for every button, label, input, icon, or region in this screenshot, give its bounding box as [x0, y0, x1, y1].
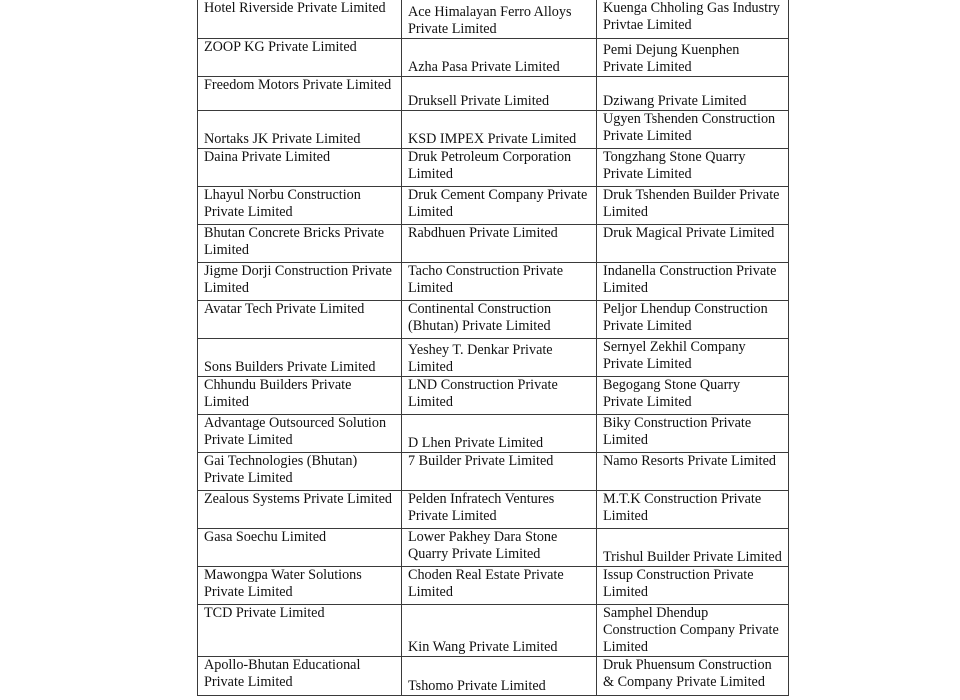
table-cell: 7 Builder Private Limited	[402, 453, 597, 491]
table-cell: Bhutan Concrete Bricks Private Limited	[198, 225, 402, 263]
table-cell: Chhundu Builders Private Limited	[198, 377, 402, 415]
table-cell: Biky Construction Private Limited	[597, 415, 789, 453]
company-list-table	[197, 0, 789, 696]
table-cell: Begogang Stone Quarry Private Limited	[597, 377, 789, 415]
table-cell: Kuenga Chholing Gas Industry Privtae Limited	[597, 0, 789, 39]
table-row	[198, 491, 789, 529]
table-cell: Tshomo Private Limited	[402, 657, 597, 696]
table-cell: Daina Private Limited	[198, 149, 402, 187]
table-row	[198, 339, 789, 377]
table-cell: KSD IMPEX Private Limited	[402, 111, 597, 149]
table-cell: Gasa Soechu Limited	[198, 529, 402, 567]
table-cell: Druk Magical Private Limited	[597, 225, 789, 263]
table-cell: Trishul Builder Private Limited	[597, 529, 789, 567]
table-cell: Samphel Dhendup Construction Company Private Limited	[597, 605, 789, 657]
table-cell: Dziwang Private Limited	[597, 77, 789, 111]
table-cell: Continental Construction (Bhutan) Private Limited	[402, 301, 597, 339]
company-table-body	[198, 0, 789, 696]
table-cell: Nortaks JK Private Limited	[198, 111, 402, 149]
table-cell: Tacho Construction Private Limited	[402, 263, 597, 301]
table-cell: Yeshey T. Denkar Private Limited	[402, 339, 597, 377]
table-row	[198, 39, 789, 77]
table-cell: Avatar Tech Private Limited	[198, 301, 402, 339]
table-cell: Indanella Construction Private Limited	[597, 263, 789, 301]
table-row	[198, 567, 789, 605]
table-cell: Sons Builders Private Limited	[198, 339, 402, 377]
table-cell: Namo Resorts Private Limited	[597, 453, 789, 491]
table-cell: Pemi Dejung Kuenphen Private Limited	[597, 39, 789, 77]
table-cell: D Lhen Private Limited	[402, 415, 597, 453]
table-cell: Druk Phuensum Construction & Company Private Limited	[597, 657, 789, 696]
table-cell: Pelden Infratech Ventures Private Limited	[402, 491, 597, 529]
table-cell: Gai Technologies (Bhutan) Private Limited	[198, 453, 402, 491]
table-cell: Advantage Outsourced Solution Private Limited	[198, 415, 402, 453]
table-row	[198, 301, 789, 339]
table-cell: Druksell Private Limited	[402, 77, 597, 111]
table-row	[198, 225, 789, 263]
table-cell: Azha Pasa Private Limited	[402, 39, 597, 77]
table-row	[198, 377, 789, 415]
table-cell: Druk Petroleum Corporation Limited	[402, 149, 597, 187]
table-cell: Ace Himalayan Ferro Alloys Private Limited	[402, 0, 597, 39]
table-cell: TCD Private Limited	[198, 605, 402, 657]
table-row	[198, 657, 789, 696]
table-cell: Lower Pakhey Dara Stone Quarry Private Limited	[402, 529, 597, 567]
table-cell: Tongzhang Stone Quarry Private Limited	[597, 149, 789, 187]
table-row	[198, 111, 789, 149]
table-cell: Mawongpa Water Solutions Private Limited	[198, 567, 402, 605]
table-cell: LND Construction Private Limited	[402, 377, 597, 415]
table-cell: Ugyen Tshenden Construction Private Limited	[597, 111, 789, 149]
table-row	[198, 0, 789, 39]
table-cell: Kin Wang Private Limited	[402, 605, 597, 657]
table-row	[198, 605, 789, 657]
table-cell: Rabdhuen Private Limited	[402, 225, 597, 263]
table-cell: Druk Tshenden Builder Private Limited	[597, 187, 789, 225]
table-cell: Freedom Motors Private Limited	[198, 77, 402, 111]
table-row	[198, 187, 789, 225]
table-row	[198, 529, 789, 567]
table-cell: Lhayul Norbu Construction Private Limited	[198, 187, 402, 225]
table-cell: Druk Cement Company Private Limited	[402, 187, 597, 225]
table-cell: Jigme Dorji Construction Private Limited	[198, 263, 402, 301]
table-cell: Apollo-Bhutan Educational Private Limited	[198, 657, 402, 696]
table-cell: Choden Real Estate Private Limited	[402, 567, 597, 605]
table-cell: Zealous Systems Private Limited	[198, 491, 402, 529]
table-cell: Hotel Riverside Private Limited	[198, 0, 402, 39]
table-cell: Issup Construction Private Limited	[597, 567, 789, 605]
table-cell: Sernyel Zekhil Company Private Limited	[597, 339, 789, 377]
table-row	[198, 453, 789, 491]
table-cell: M.T.K Construction Private Limited	[597, 491, 789, 529]
table-row	[198, 149, 789, 187]
table-cell: ZOOP KG Private Limited	[198, 39, 402, 77]
table-row	[198, 415, 789, 453]
table-row	[198, 263, 789, 301]
table-cell: Peljor Lhendup Construction Private Limited	[597, 301, 789, 339]
table-row	[198, 77, 789, 111]
